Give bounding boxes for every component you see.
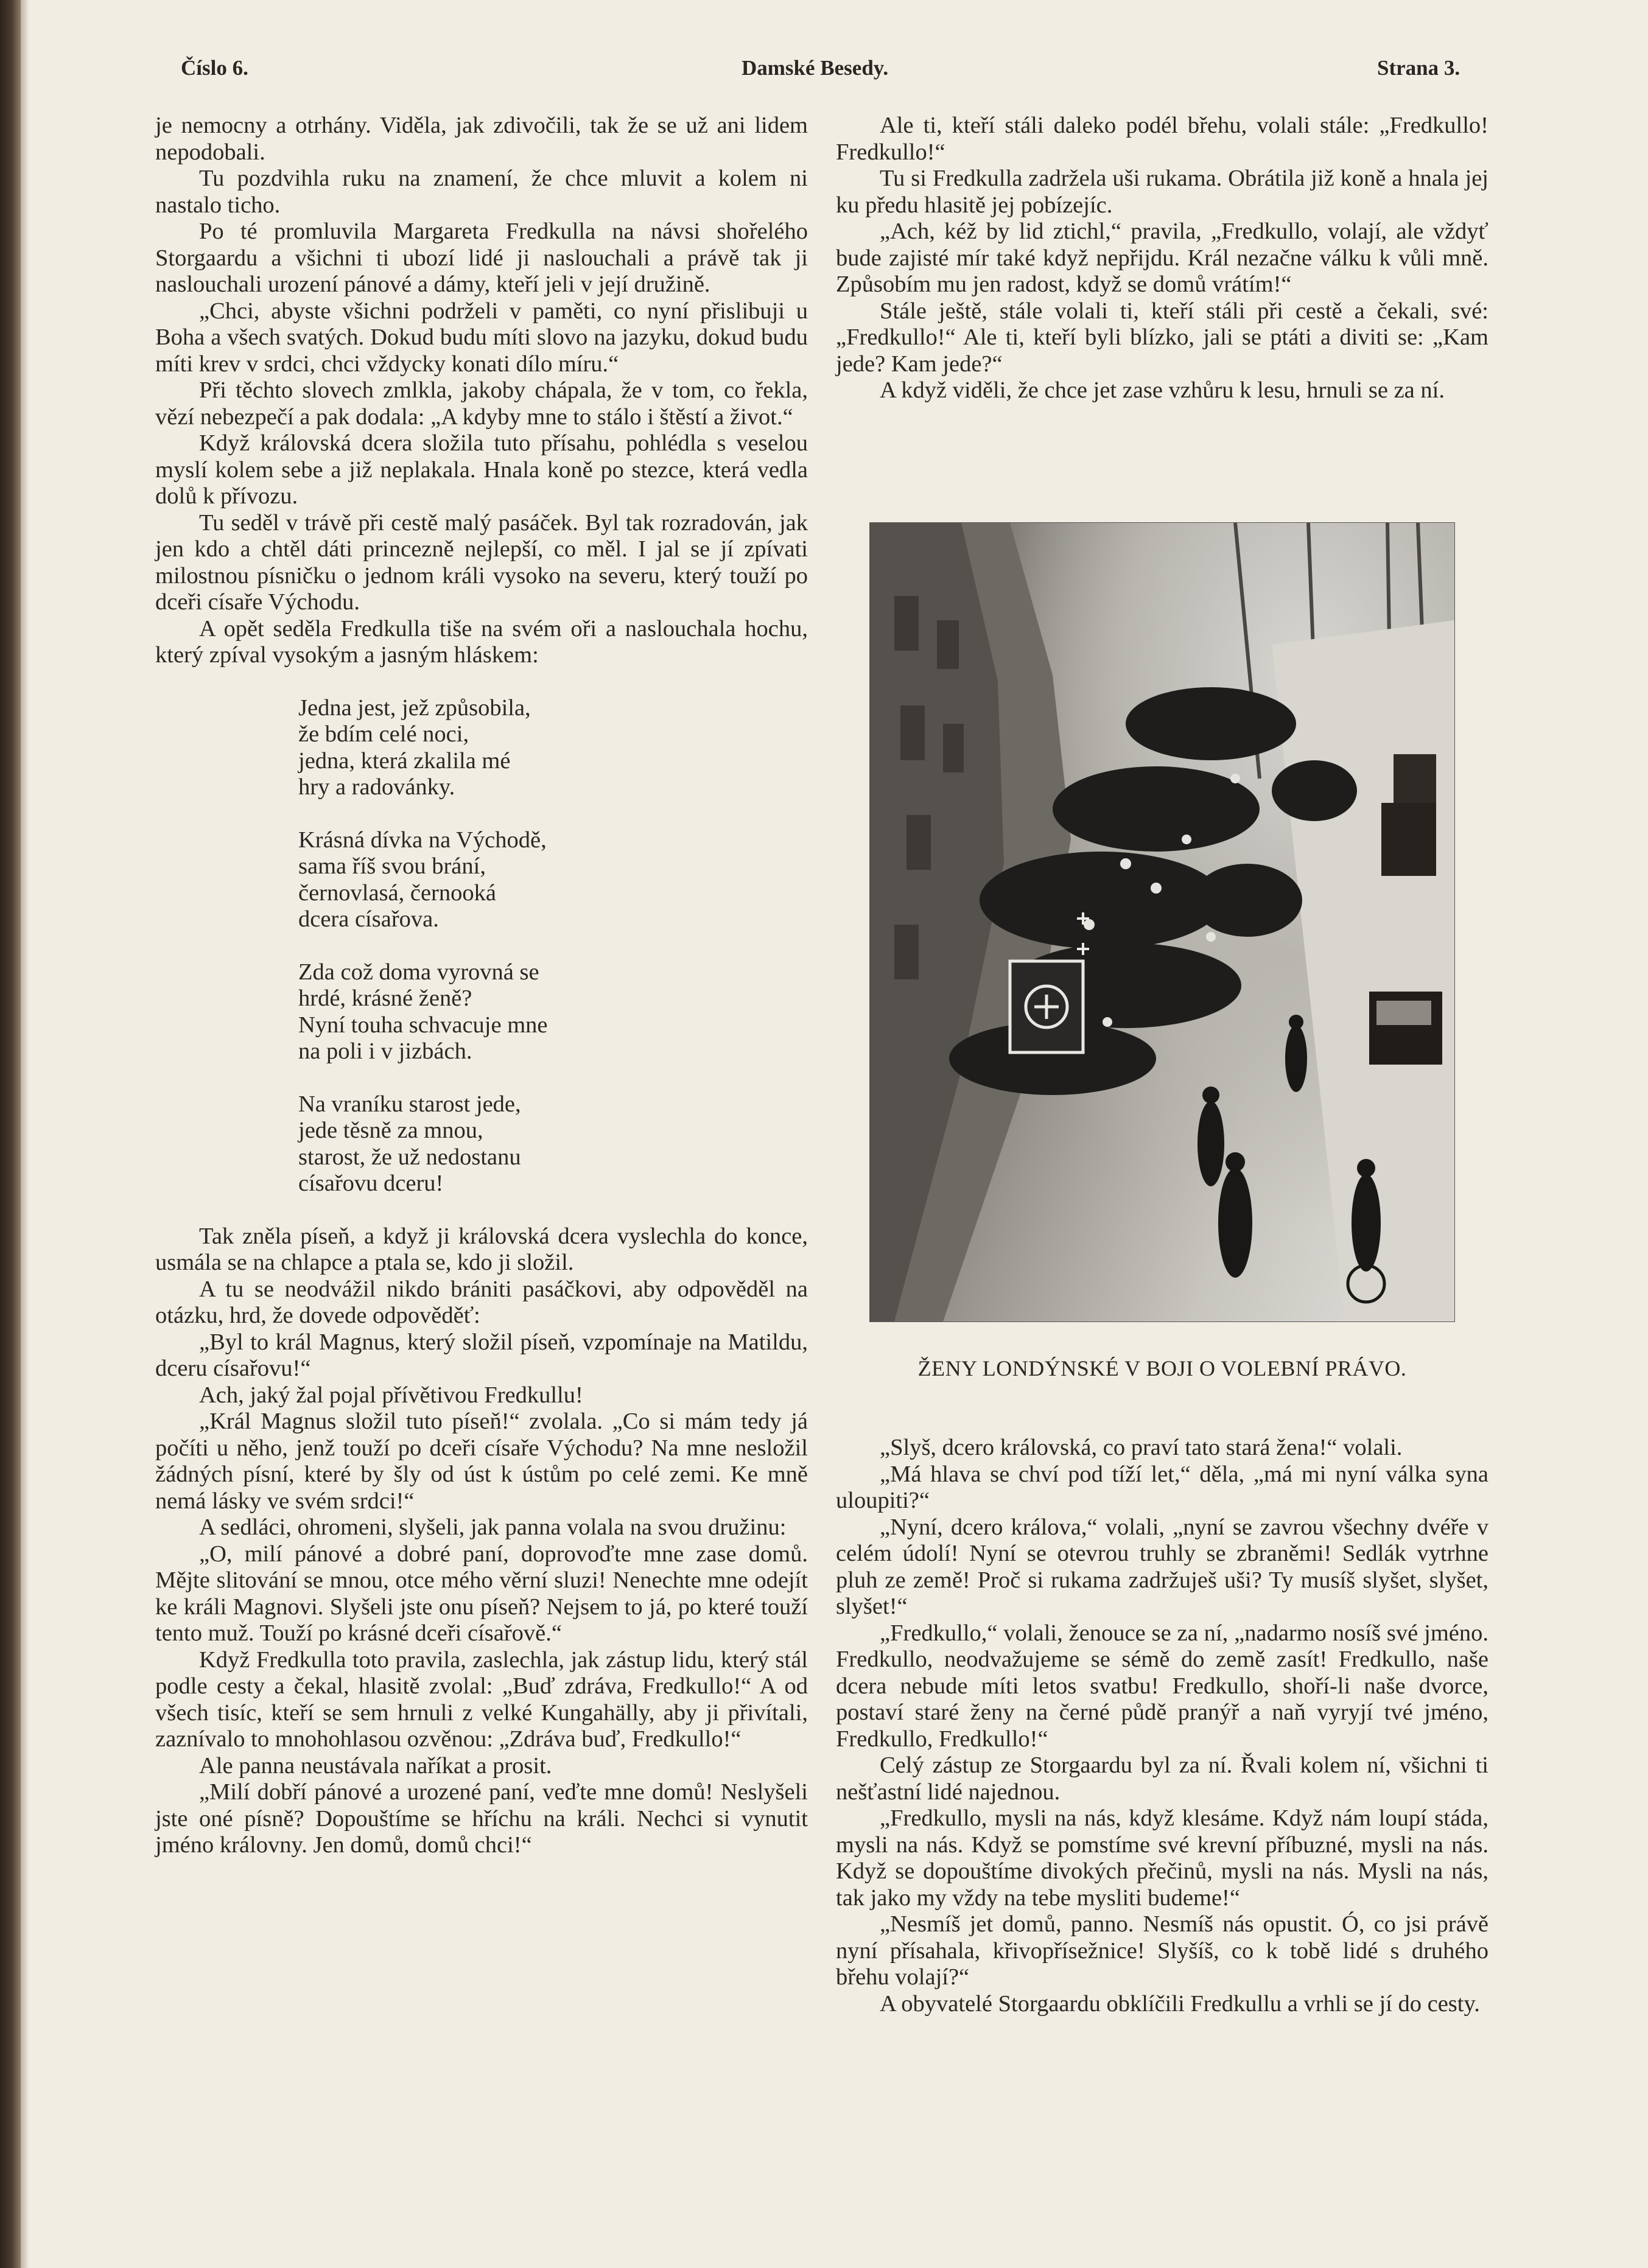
paragraph: „Chci, abyste všichni podrželi v paměti, co nyní přislibuji u Boha a všech svatých. Dokud budu míti slovo na jazyku, dokud budu míti krev v srdci, chci vždycky konati dílo míru.“	[155, 298, 808, 377]
page-edge-shadow	[21, 0, 29, 2268]
poem-line: císařovu dceru!	[298, 1171, 444, 1196]
paragraph: „Milí dobří pánové a urozené paní, veďte mne domů! Neslyšeli jste oné písně? Dopouštíme se hříchu na králi. Nechci si vynutit jméno královny. Jen domů, domů chci!“	[155, 1779, 808, 1858]
poem-line: dcera císařova.	[298, 906, 439, 932]
suffragette-procession-photo	[869, 522, 1455, 1322]
poem-line: Jedna jest, jež způsobila,	[298, 695, 531, 721]
left-column	[155, 113, 808, 1859]
issue-number: Číslo 6.	[181, 56, 248, 80]
paragraph: „Byl to král Magnus, který složil píseň, vzpomínaje na Matildu, dceru císařovu!“	[155, 1329, 808, 1381]
poem-stanza	[298, 959, 808, 1065]
paragraph: „Král Magnus složil tuto píseň!“ zvolala. „Co si mám tedy já počíti u něho, jenž touží po dceři císaře Východu? Na mne nesložil žádných písní, které by šly od úst k ústům po celé zemi. Ke mně nemá lásky ve svém srdci!“	[155, 1409, 808, 1514]
paragraph: A když viděli, že chce jet zase vzhůru k lesu, hrnuli se za ní.	[880, 377, 1445, 403]
poem-line: černovlasá, černooká	[298, 880, 496, 906]
poem-line: starost, že už nedostanu	[298, 1144, 521, 1170]
paragraph: A tu se neodvážil nikdo brániti pasáčkovi, aby odpověděl na otázku, hrd, že dovede odpověděť:	[155, 1276, 808, 1328]
paragraph: A opět seděla Fredkulla tiše na svém oři a naslouchala hochu, který zpíval vysokým a jasným hláskem:	[155, 615, 808, 668]
paragraph: Když Fredkulla toto pravila, zaslechla, jak zástup lidu, který stál podle cesty a čekal, hlasitě zvolal: „Buď zdráva, Fredkullo!“ A od všech tisíc, kteří se sem hrnuli z velké Kungahälly, aby ji přivítali, zaznívalo to mnohohlasou ozvěnou: „Zdráva buď, Fredkullo!“	[155, 1647, 808, 1752]
paragraph: Tak zněla píseň, a když ji královská dcera vyslechla do konce, usmála se na chlapce a ptala se, kdo ji složil.	[155, 1223, 808, 1275]
paragraph: A sedláci, ohromeni, slyšeli, jak panna volala na svou družinu:	[199, 1514, 787, 1540]
poem-line: Na vraníku starost jede,	[298, 1091, 521, 1117]
poem-line: na poli i v jizbách.	[298, 1038, 472, 1064]
poem-stanza	[298, 827, 808, 933]
paragraph: Když královská dcera složila tuto přísahu, pohlédla s veselou myslí kolem sebe a již neplakala. Hnala koně po stezce, která vedla dolů k přívozu.	[155, 430, 808, 509]
paragraph: Ach, jaký žal pojal přívětivou Fredkullu!	[199, 1382, 583, 1408]
song-poem	[298, 695, 808, 1197]
running-header	[0, 56, 1648, 86]
page-number: Strana 3.	[1377, 56, 1460, 80]
poem-line: hry a radovánky.	[298, 774, 455, 800]
paragraph: Při těchto slovech zmlkla, jakoby chápala, že v tom, co řekla, vězí nebezpečí a pak dodala: „A kdyby mne to stálo i štěstí a život.“	[155, 377, 808, 430]
paragraph: „Nesmíš jet domů, panno. Nesmíš nás opustit. Ó, co jsi právě nyní přísahala, křivopřísežnice! Slyšíš, co k tobě lidé s druhého břehu volají?“	[836, 1911, 1488, 1990]
paragraph: „Nyní, dcero králova,“ volali, „nyní se zavrou všechny dvéře v celém údolí! Nyní se otevrou truhly se zbraněmi! Sedlák vytrhne pluh ze země! Proč si rukama zadržuješ uši? Ty musíš slyšet, slyšet, slyšet!“	[836, 1514, 1488, 1619]
paragraph: Tu pozdvihla ruku na znamení, že chce mluvit a kolem ni nastalo ticho.	[155, 166, 808, 218]
poem-line: Krásná dívka na Východě,	[298, 827, 547, 853]
photo-illustration	[870, 523, 1454, 1321]
poem-line: hrdé, krásné ženě?	[298, 985, 472, 1011]
right-column-upper	[836, 113, 1488, 404]
paragraph: Tu si Fredkulla zadržela uši rukama. Obrátila již koně a hnala jej ku předu hlasitě jej pobízejíc.	[836, 166, 1488, 218]
poem-stanza	[298, 695, 808, 801]
paragraph: Celý zástup ze Storgaardu byl za ní. Řvali kolem ní, všichni ti nešťastní lidé najednou.	[836, 1752, 1488, 1805]
paragraph: „O, milí pánové a dobré paní, doprovoďte mne zase domů. Mějte slitování se mnou, otce mého věrní sluzi! Nenechte mne odejít ke králi Magnovi. Slyšeli jste onu píseň? Nejsem to já, po které touží tento muž. Touží po krásné dceři císařově.“	[155, 1541, 808, 1646]
paragraph: „Fredkullo, mysli na nás, když klesáme. Když nám loupí stáda, mysli na nás. Když se pomstíme své krevní příbuzné, mysli na nás. Když se dopouštíme divokých přečinů, mysli na nás. Mysli na nás, tak jako my vždy na tebe mysliti budeme!“	[836, 1805, 1488, 1911]
poem-line: jede těsně za mnou,	[298, 1118, 483, 1143]
paragraph: „Fredkullo,“ volali, ženouce se za ní, „nadarmo nosíš své jméno. Fredkullo, neodvažujeme se sémě do země zasít! Fredkullo, naše dcera nebude míti letos svatbu! Fredkullo, shoří-li naše dvorce, postaví staré ženy na černé půdě pranýř a naň vyryjí tvé jméno, Fredkullo, Fredkullo!“	[836, 1620, 1488, 1752]
poem-line: Zda což doma vyrovná se	[298, 959, 539, 985]
poem-line: jedna, která zkalila mé	[298, 747, 511, 774]
paragraph: Tu seděl v trávě při cestě malý pasáček. Byl tak rozradován, jak jen kdo a chtěl dáti princezně nejlepší, co měl. I jal se jí zpívati milostnou písničku o jednom králi vysoko na severu, který touží po dceři císaře Východu.	[155, 509, 808, 615]
book-binding	[0, 0, 21, 2268]
magazine-title: Damské Besedy.	[742, 56, 889, 80]
poem-line: Nyní touha schvacuje mne	[298, 1012, 548, 1038]
poem-line: že bdím celé noci,	[298, 721, 469, 747]
right-column-lower	[836, 1435, 1488, 2017]
paragraph: „Ach, kéž by lid ztichl,“ pravila, „Fredkullo, volají, ale vždyť bude zajisté mír také když nepřijdu. Král nezačne válku k vůli mně. Způsobím mu jen radost, když se domů vrátím!“	[836, 219, 1488, 297]
paragraph: A obyvatelé Storgaardu obklíčili Fredkullu a vrhli se jí do cesty.	[880, 1990, 1480, 2017]
paragraph: „Slyš, dcero královská, co praví tato stará žena!“ volali.	[880, 1435, 1403, 1460]
paragraph: Ale panna neustávala naříkat a prosit.	[199, 1752, 552, 1779]
poem-line: sama říš svou brání,	[298, 853, 486, 879]
paragraph: Po té promluvila Margareta Fredkulla na návsi shořelého Storgaardu a všichni ti ubozí lidé ji naslouchali a právě tak ji naslouchali urození pánové a dámy, kteří jeli v její družině.	[155, 219, 808, 297]
paragraph: je nemocny a otrhány. Viděla, jak zdivočili, tak že se už ani lidem nepodobali.	[155, 113, 808, 165]
paragraph: „Má hlava se chví pod tíží let,“ děla, „má mi nyní válka syna uloupiti?“	[836, 1461, 1488, 1513]
paragraph: Ale ti, kteří stáli daleko podél břehu, volali stále: „Fredkullo! Fredkullo!“	[836, 113, 1488, 165]
paragraph: Stále ještě, stále volali ti, kteří stáli při cestě a čekali, své: „Fredkullo!“ Ale ti, kteří byli blízko, jali se ptáti a diviti se: „Kam jede? Kam jede?“	[836, 298, 1488, 377]
photo-caption: ŽENY LONDÝNSKÉ V BOJI O VOLEBNÍ PRÁVO.	[917, 1356, 1407, 1381]
poem-stanza	[298, 1091, 808, 1197]
